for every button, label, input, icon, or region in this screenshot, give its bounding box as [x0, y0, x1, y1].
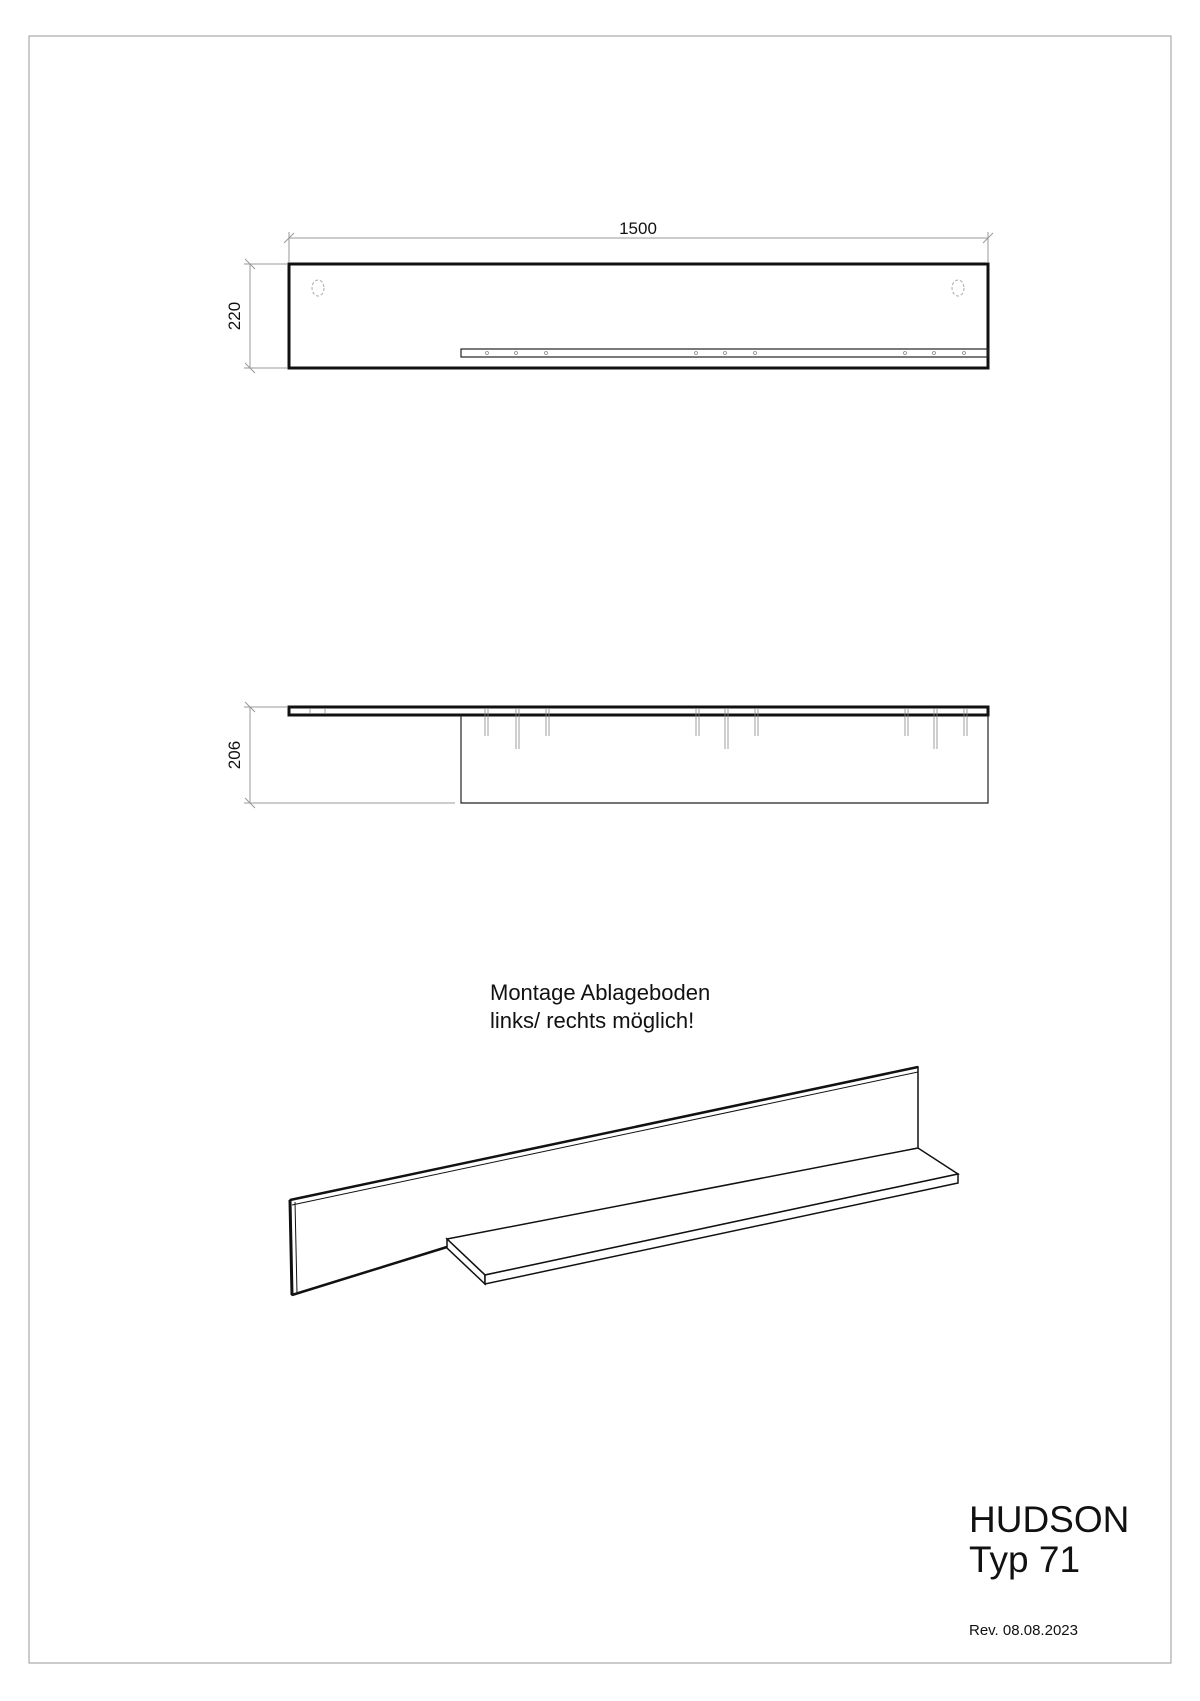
- isometric-view: [290, 1067, 958, 1295]
- revision-date: Rev. 08.08.2023: [969, 1622, 1078, 1639]
- shelf-board-outline: [461, 349, 988, 357]
- height-dimension-label: 206: [225, 740, 244, 770]
- back-panel-section: [289, 707, 988, 715]
- back-panel-edge: [290, 1200, 292, 1295]
- assembly-note-line1: Montage Ablageboden: [490, 980, 711, 1005]
- product-type: Typ 71: [969, 1539, 1081, 1580]
- product-name: HUDSON: [969, 1499, 1130, 1540]
- fitting-marks: [486, 352, 966, 355]
- mount-hole-icon: [312, 280, 324, 296]
- mount-hole-icon: [952, 280, 964, 296]
- height-dimension-label: 220: [225, 301, 244, 331]
- assembly-note-line2: links/ rechts möglich!: [490, 1008, 695, 1033]
- shelf-section: [461, 715, 988, 803]
- page-frame: [29, 36, 1171, 1663]
- top-view: [225, 219, 993, 373]
- back-panel-outline: [289, 264, 988, 368]
- front-view: [225, 702, 988, 808]
- width-dimension-label: 1500: [619, 219, 657, 238]
